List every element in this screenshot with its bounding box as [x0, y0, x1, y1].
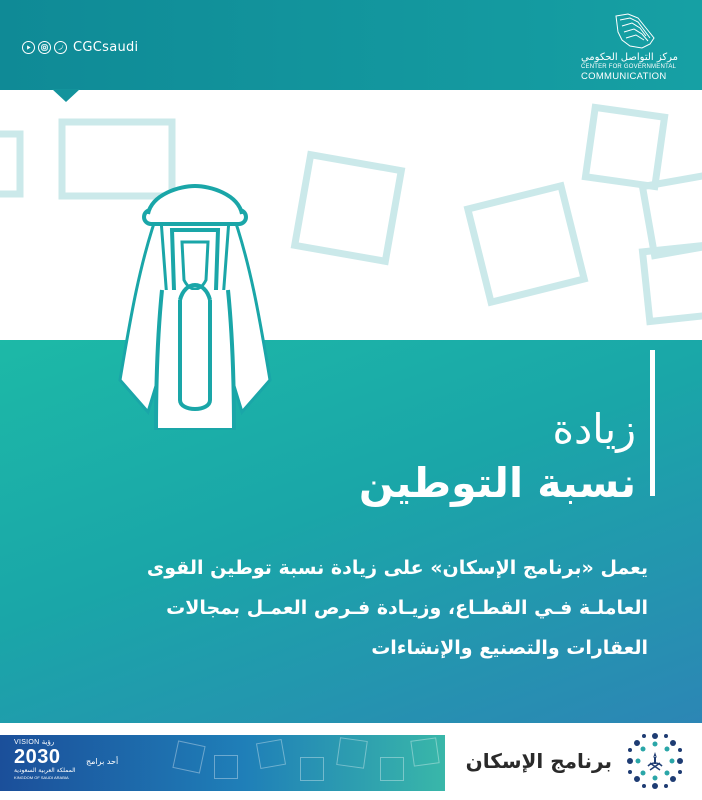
body-line3: العقارات والتصنيع والإنشاءات: [371, 637, 648, 659]
headline-line2: نسبة التوطين: [358, 459, 636, 507]
vision-band: [0, 735, 445, 791]
body-line2: العاملـة فـي القطـاع، وزيـادة فـرص العمـل بمجالات: [166, 597, 648, 619]
vision-year: 2030: [14, 746, 61, 768]
footer: [0, 723, 702, 800]
program-note: أحد برامج: [86, 757, 119, 766]
body-line1: يعمل «برنامج الإسكان» على زيادة نسبة توطين القوى: [146, 557, 648, 579]
saudi-map-wave-icon: [558, 10, 678, 54]
headline-line1: زيادة: [552, 405, 636, 453]
instagram-icon[interactable]: [38, 41, 51, 54]
header-bar: [0, 0, 702, 90]
vision-country-ar: المملكة العربية السعودية: [14, 767, 76, 774]
cgc-logo: [558, 10, 678, 84]
org-name-ar: مركز التواصل الحكومي: [580, 52, 678, 63]
twitter-icon[interactable]: [54, 41, 67, 54]
org-name-en-line2: COMMUNICATION: [580, 71, 667, 82]
program-name: برنامج الإسكان: [465, 749, 612, 773]
org-name-en-line1: CENTER FOR GOVERNMENTAL: [580, 64, 677, 70]
body-text: [146, 548, 648, 668]
vision-2030-logo: [14, 738, 76, 781]
vision-label-ar: رؤية: [41, 739, 55, 746]
vision-label-en: VISION: [14, 739, 40, 746]
saudi-man-ghutra-icon: [100, 180, 290, 430]
social-links[interactable]: [22, 40, 138, 55]
accent-bar: [650, 350, 655, 496]
youtube-icon[interactable]: [22, 41, 35, 54]
housing-program-logo-icon: [624, 730, 686, 792]
social-handle[interactable]: CGCsaudi: [73, 40, 139, 55]
vision-country-en: KINGDOM OF SAUDI ARABIA: [14, 775, 69, 780]
